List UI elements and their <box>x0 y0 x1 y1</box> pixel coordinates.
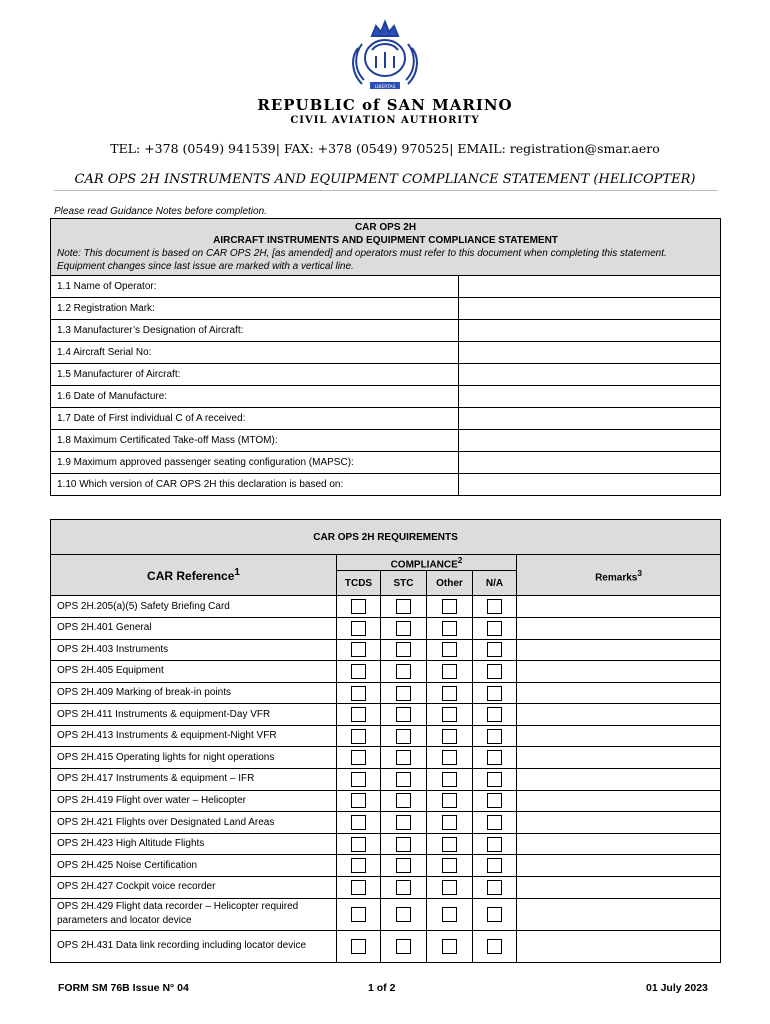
statement-title-2: AIRCRAFT INSTRUMENTS AND EQUIPMENT COMPLIANCE STATEMENT <box>213 235 558 246</box>
other-cell <box>427 930 473 962</box>
field-row <box>51 408 721 430</box>
stc-cell <box>381 812 427 834</box>
stc-cell <box>381 855 427 877</box>
tcds-checkbox[interactable] <box>351 642 366 657</box>
field-value-input[interactable] <box>459 364 721 386</box>
tcds-cell <box>337 833 381 855</box>
form-number: FORM SM 76B Issue N° 04 <box>58 982 189 994</box>
na-checkbox[interactable] <box>487 664 502 679</box>
tcds-checkbox[interactable] <box>351 907 366 922</box>
tcds-checkbox[interactable] <box>351 837 366 852</box>
tcds-checkbox[interactable] <box>351 729 366 744</box>
requirement-row <box>51 812 721 834</box>
na-checkbox[interactable] <box>487 642 502 657</box>
remarks-input[interactable] <box>517 725 721 747</box>
other-header: Other <box>427 571 473 596</box>
tcds-checkbox[interactable] <box>351 707 366 722</box>
other-cell <box>427 833 473 855</box>
na-checkbox[interactable] <box>487 599 502 614</box>
tcds-cell <box>337 682 381 704</box>
requirement-reference: OPS 2H.415 Operating lights for night operations <box>51 747 337 769</box>
field-label: 1.6 Date of Manufacture: <box>51 386 459 408</box>
tcds-checkbox[interactable] <box>351 939 366 954</box>
requirement-reference: OPS 2H.429 Flight data recorder – Helicopter required parameters and locator device <box>51 898 337 930</box>
car-reference-header: CAR Reference$^1$ <box>51 555 337 596</box>
issue-date: 01 July 2023 <box>646 982 708 994</box>
na-checkbox[interactable] <box>487 750 502 765</box>
na-cell <box>473 877 517 899</box>
na-cell <box>473 725 517 747</box>
na-cell <box>473 639 517 661</box>
other-cell <box>427 898 473 930</box>
field-value-input[interactable] <box>459 386 721 408</box>
na-checkbox[interactable] <box>487 858 502 873</box>
na-cell <box>473 617 517 639</box>
other-checkbox[interactable] <box>442 664 457 679</box>
other-checkbox[interactable] <box>442 815 457 830</box>
other-cell <box>427 812 473 834</box>
tcds-cell <box>337 898 381 930</box>
na-header: N/A <box>473 571 517 596</box>
remarks-input[interactable] <box>517 855 721 877</box>
stc-checkbox[interactable] <box>396 707 411 722</box>
field-row <box>51 386 721 408</box>
statement-note: Note: This document is based on CAR OPS 2H, [as amended] and operators must refer to this document when completing this statement. Equipment changes since last issue are marked with a vertical line. <box>57 248 667 272</box>
na-checkbox[interactable] <box>487 837 502 852</box>
compliance-header: COMPLIANCE$^2$ <box>337 555 517 571</box>
other-checkbox[interactable] <box>442 621 457 636</box>
field-row <box>51 342 721 364</box>
stc-cell <box>381 682 427 704</box>
other-checkbox[interactable] <box>442 599 457 614</box>
requirement-row <box>51 790 721 812</box>
remarks-input[interactable] <box>517 790 721 812</box>
stc-cell <box>381 747 427 769</box>
field-row <box>51 320 721 342</box>
field-value-input[interactable] <box>459 408 721 430</box>
stc-checkbox[interactable] <box>396 907 411 922</box>
other-checkbox[interactable] <box>442 793 457 808</box>
requirement-row <box>51 769 721 791</box>
requirement-row <box>51 877 721 899</box>
tcds-cell <box>337 930 381 962</box>
remarks-input[interactable] <box>517 596 721 618</box>
requirements-title: CAR OPS 2H REQUIREMENTS <box>51 520 721 555</box>
other-cell <box>427 790 473 812</box>
requirements-table <box>50 519 721 963</box>
requirement-row <box>51 725 721 747</box>
field-label: 1.5 Manufacturer of Aircraft: <box>51 364 459 386</box>
tcds-checkbox[interactable] <box>351 815 366 830</box>
remarks-input[interactable] <box>517 747 721 769</box>
stc-cell <box>381 661 427 683</box>
na-cell <box>473 855 517 877</box>
tcds-cell <box>337 769 381 791</box>
field-value-input[interactable] <box>459 430 721 452</box>
other-cell <box>427 769 473 791</box>
requirement-row <box>51 747 721 769</box>
tcds-cell <box>337 790 381 812</box>
stc-checkbox[interactable] <box>396 599 411 614</box>
stc-checkbox[interactable] <box>396 664 411 679</box>
na-checkbox[interactable] <box>487 907 502 922</box>
na-cell <box>473 704 517 726</box>
stc-checkbox[interactable] <box>396 750 411 765</box>
field-row <box>51 276 721 298</box>
requirement-reference: OPS 2H.413 Instruments & equipment-Night VFR <box>51 725 337 747</box>
tcds-checkbox[interactable] <box>351 621 366 636</box>
field-value-input[interactable] <box>459 276 721 298</box>
other-checkbox[interactable] <box>442 858 457 873</box>
statement-title-1: CAR OPS 2H <box>354 222 417 233</box>
tcds-cell <box>337 661 381 683</box>
stc-cell <box>381 725 427 747</box>
requirement-reference: OPS 2H.409 Marking of break-in points <box>51 682 337 704</box>
requirement-row <box>51 930 721 962</box>
authority-heading: CIVIL AVIATION AUTHORITY <box>290 115 480 126</box>
requirement-row <box>51 704 721 726</box>
requirement-reference: OPS 2H.417 Instruments & equipment – IFR <box>51 769 337 791</box>
tcds-checkbox[interactable] <box>351 664 366 679</box>
republic-heading: REPUBLIC of SAN MARINO <box>257 96 513 114</box>
stc-checkbox[interactable] <box>396 793 411 808</box>
other-checkbox[interactable] <box>442 707 457 722</box>
stc-checkbox[interactable] <box>396 621 411 636</box>
tcds-checkbox[interactable] <box>351 880 366 895</box>
field-value-input[interactable] <box>459 298 721 320</box>
requirement-reference: OPS 2H.401 General <box>51 617 337 639</box>
requirement-row <box>51 833 721 855</box>
requirement-reference: OPS 2H.423 High Altitude Flights <box>51 833 337 855</box>
field-row <box>51 474 721 496</box>
remarks-input[interactable] <box>517 661 721 683</box>
requirement-reference: OPS 2H.421 Flights over Designated Land Areas <box>51 812 337 834</box>
stc-cell <box>381 769 427 791</box>
requirement-row <box>51 639 721 661</box>
na-checkbox[interactable] <box>487 686 502 701</box>
field-row <box>51 452 721 474</box>
remarks-input[interactable] <box>517 898 721 930</box>
na-cell <box>473 790 517 812</box>
field-value-input[interactable] <box>459 320 721 342</box>
na-checkbox[interactable] <box>487 621 502 636</box>
field-label: 1.8 Maximum Certificated Take-off Mass (MTOM): <box>51 430 459 452</box>
tcds-checkbox[interactable] <box>351 793 366 808</box>
other-checkbox[interactable] <box>442 880 457 895</box>
remarks-input[interactable] <box>517 682 721 704</box>
requirement-reference: OPS 2H.427 Cockpit voice recorder <box>51 877 337 899</box>
stc-header: STC <box>381 571 427 596</box>
na-cell <box>473 898 517 930</box>
requirement-row <box>51 617 721 639</box>
other-cell <box>427 747 473 769</box>
stc-checkbox[interactable] <box>396 772 411 787</box>
stc-cell <box>381 596 427 618</box>
na-cell <box>473 812 517 834</box>
tcds-header: TCDS <box>337 571 381 596</box>
na-checkbox[interactable] <box>487 793 502 808</box>
stc-cell <box>381 639 427 661</box>
stc-cell <box>381 617 427 639</box>
stc-cell <box>381 704 427 726</box>
other-checkbox[interactable] <box>442 939 457 954</box>
field-row <box>51 430 721 452</box>
field-label: 1.2 Registration Mark: <box>51 298 459 320</box>
na-checkbox[interactable] <box>487 729 502 744</box>
tcds-cell <box>337 596 381 618</box>
field-label: 1.3 Manufacturer’s Designation of Aircraft: <box>51 320 459 342</box>
other-cell <box>427 639 473 661</box>
requirement-reference: OPS 2H.405 Equipment <box>51 661 337 683</box>
tcds-checkbox[interactable] <box>351 772 366 787</box>
stc-cell <box>381 898 427 930</box>
field-label: 1.9 Maximum approved passenger seating configuration (MAPSC): <box>51 452 459 474</box>
other-checkbox[interactable] <box>442 729 457 744</box>
other-checkbox[interactable] <box>442 642 457 657</box>
remarks-input[interactable] <box>517 639 721 661</box>
na-cell <box>473 661 517 683</box>
other-cell <box>427 877 473 899</box>
na-cell <box>473 682 517 704</box>
tcds-cell <box>337 725 381 747</box>
requirement-reference: OPS 2H.419 Flight over water – Helicopter <box>51 790 337 812</box>
na-cell <box>473 930 517 962</box>
stc-cell <box>381 930 427 962</box>
tcds-checkbox[interactable] <box>351 750 366 765</box>
san-marino-crest-icon <box>350 14 420 94</box>
tcds-cell <box>337 747 381 769</box>
requirement-reference: OPS 2H.411 Instruments & equipment-Day VFR <box>51 704 337 726</box>
requirement-reference: OPS 2H.431 Data link recording including locator device <box>51 930 337 962</box>
tcds-cell <box>337 877 381 899</box>
requirement-reference: OPS 2H.403 Instruments <box>51 639 337 661</box>
document-title: CAR OPS 2H INSTRUMENTS AND EQUIPMENT COMPLIANCE STATEMENT (HELICOPTER) <box>74 172 696 187</box>
requirement-row <box>51 596 721 618</box>
remarks-input[interactable] <box>517 930 721 962</box>
other-cell <box>427 661 473 683</box>
title-divider <box>54 190 718 191</box>
stc-checkbox[interactable] <box>396 815 411 830</box>
na-checkbox[interactable] <box>487 707 502 722</box>
na-checkbox[interactable] <box>487 939 502 954</box>
remarks-input[interactable] <box>517 812 721 834</box>
requirement-row <box>51 661 721 683</box>
statement-header <box>51 219 721 276</box>
na-cell <box>473 747 517 769</box>
crest-motto: LIBERTAS <box>374 85 396 90</box>
other-cell <box>427 855 473 877</box>
field-value-input[interactable] <box>459 452 721 474</box>
field-label: 1.1 Name of Operator: <box>51 276 459 298</box>
stc-checkbox[interactable] <box>396 939 411 954</box>
other-cell <box>427 704 473 726</box>
stc-checkbox[interactable] <box>396 642 411 657</box>
na-cell <box>473 596 517 618</box>
requirement-reference: OPS 2H.205(a)(5) Safety Briefing Card <box>51 596 337 618</box>
requirement-row <box>51 855 721 877</box>
field-row <box>51 364 721 386</box>
tcds-checkbox[interactable] <box>351 686 366 701</box>
contact-line: TEL: +378 (0549) 941539| FAX: +378 (0549) 970525| EMAIL: registration@smar.aero <box>110 141 660 156</box>
remarks-input[interactable] <box>517 704 721 726</box>
other-checkbox[interactable] <box>442 772 457 787</box>
other-checkbox[interactable] <box>442 837 457 852</box>
other-cell <box>427 725 473 747</box>
other-checkbox[interactable] <box>442 750 457 765</box>
remarks-input[interactable] <box>517 617 721 639</box>
requirement-reference: OPS 2H.425 Noise Certification <box>51 855 337 877</box>
remarks-header: Remarks$^3$ <box>517 555 721 596</box>
stc-cell <box>381 877 427 899</box>
requirement-row <box>51 898 721 930</box>
na-checkbox[interactable] <box>487 880 502 895</box>
tcds-checkbox[interactable] <box>351 858 366 873</box>
other-cell <box>427 682 473 704</box>
field-row <box>51 298 721 320</box>
page-number: 1 of 2 <box>368 982 396 994</box>
other-checkbox[interactable] <box>442 907 457 922</box>
tcds-checkbox[interactable] <box>351 599 366 614</box>
field-label: 1.10 Which version of CAR OPS 2H this declaration is based on: <box>51 474 459 496</box>
tcds-cell <box>337 812 381 834</box>
na-cell <box>473 769 517 791</box>
other-cell <box>427 617 473 639</box>
tcds-cell <box>337 639 381 661</box>
stc-checkbox[interactable] <box>396 729 411 744</box>
stc-cell <box>381 790 427 812</box>
remarks-input[interactable] <box>517 833 721 855</box>
stc-checkbox[interactable] <box>396 686 411 701</box>
guidance-note: Please read Guidance Notes before completion. <box>54 206 267 217</box>
requirement-row <box>51 682 721 704</box>
stc-checkbox[interactable] <box>396 858 411 873</box>
other-cell <box>427 596 473 618</box>
other-checkbox[interactable] <box>442 686 457 701</box>
field-value-input[interactable] <box>459 342 721 364</box>
remarks-input[interactable] <box>517 769 721 791</box>
tcds-cell <box>337 617 381 639</box>
stc-checkbox[interactable] <box>396 837 411 852</box>
na-checkbox[interactable] <box>487 772 502 787</box>
field-label: 1.4 Aircraft Serial No: <box>51 342 459 364</box>
tcds-cell <box>337 855 381 877</box>
field-label: 1.7 Date of First individual C of A received: <box>51 408 459 430</box>
tcds-cell <box>337 704 381 726</box>
stc-checkbox[interactable] <box>396 880 411 895</box>
stc-cell <box>381 833 427 855</box>
field-value-input[interactable] <box>459 474 721 496</box>
na-cell <box>473 833 517 855</box>
na-checkbox[interactable] <box>487 815 502 830</box>
statement-table <box>50 218 721 496</box>
remarks-input[interactable] <box>517 877 721 899</box>
